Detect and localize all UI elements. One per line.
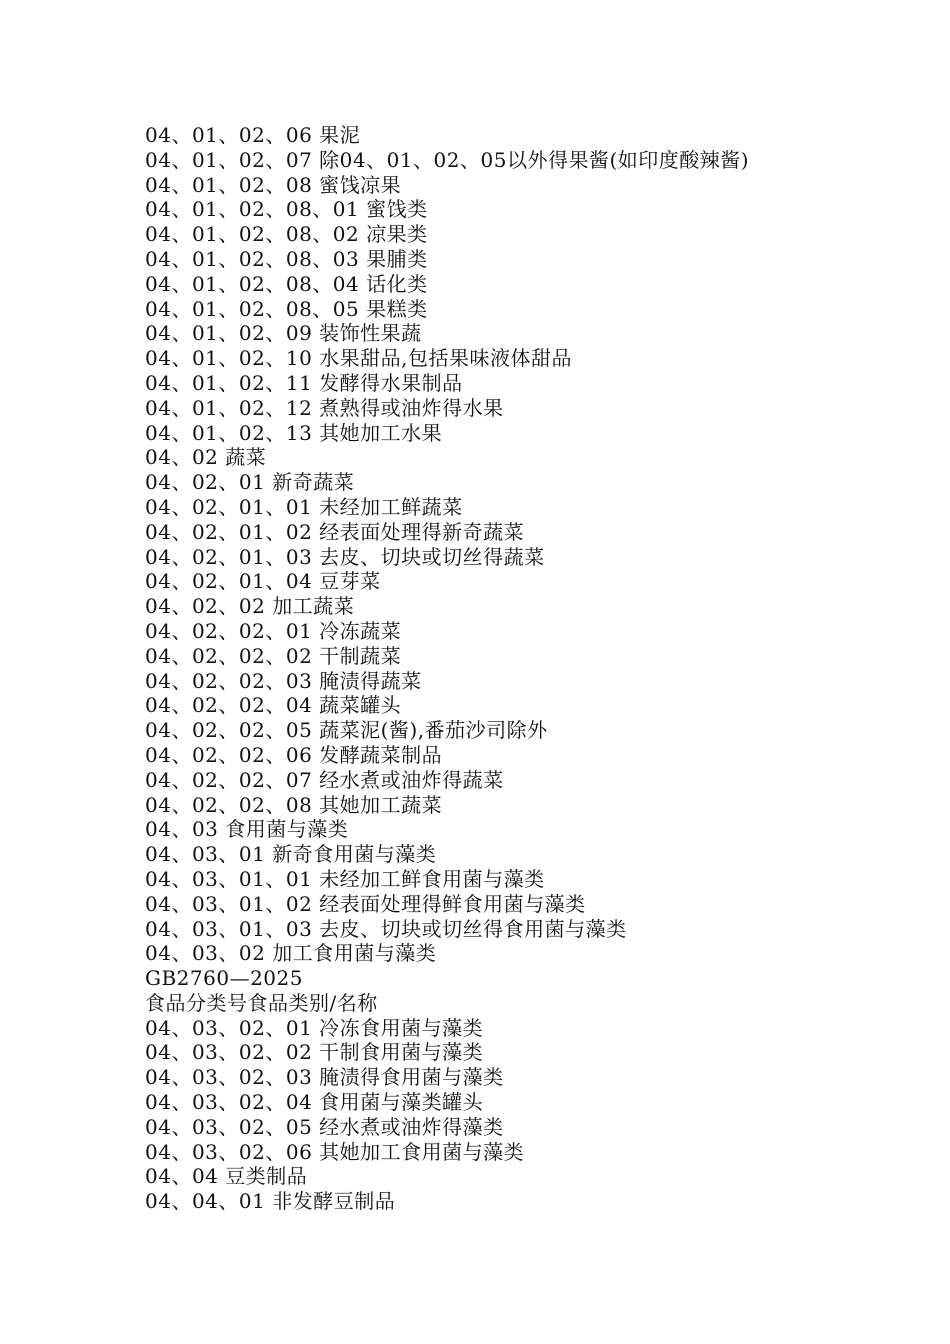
text-line: 04、01、02、08、01 蜜饯类 <box>145 197 428 222</box>
text-line: 04、02、01、02 经表面处理得新奇蔬菜 <box>145 519 525 544</box>
text-line: 04、03、01 新奇食用菌与藻类 <box>145 842 437 867</box>
text-line: 04、03、02、05 经水煮或油炸得藻类 <box>145 1114 504 1139</box>
text-line: 04、02、02、01 冷冻蔬菜 <box>145 618 402 643</box>
text-line: 04、03、02、02 干制食用菌与藻类 <box>145 1040 484 1065</box>
text-line: 04、01、02、10 水果甜品,包括果味液体甜品 <box>145 346 573 371</box>
text-line: 04、01、02、08、03 果脯类 <box>145 246 428 271</box>
text-line: 04、03 食用菌与藻类 <box>145 817 349 842</box>
table-header: 食品分类号食品类别/名称 <box>145 990 378 1015</box>
text-line: 04、03、02、03 腌渍得食用菌与藻类 <box>145 1065 504 1090</box>
text-line: 04、01、02、08、05 果糕类 <box>145 296 428 321</box>
text-line: 04、02、01、01 未经加工鲜蔬菜 <box>145 494 463 519</box>
text-line: 04、03、02 加工食用菌与藻类 <box>145 941 437 966</box>
text-line: 04、02、02、08 其她加工蔬菜 <box>145 792 443 817</box>
text-line: 04、02、02、03 腌渍得蔬菜 <box>145 668 422 693</box>
text-lines <box>145 123 925 1214</box>
text-line: 04、01、02、06 果泥 <box>145 123 361 147</box>
text-line: 04、03、01、02 经表面处理得鲜食用菌与藻类 <box>145 891 586 916</box>
text-line: 04、03、02、06 其她加工食用菌与藻类 <box>145 1139 525 1164</box>
text-line: 04、03、01、03 去皮、切块或切丝得食用菌与藻类 <box>145 916 627 941</box>
text-line: 04、01、02、09 装饰性果蔬 <box>145 321 422 346</box>
text-line: 04、02、01、04 豆芽菜 <box>145 569 381 594</box>
text-line: 04、03、01、01 未经加工鲜食用菌与藻类 <box>145 866 545 891</box>
text-line: 04、01、02、08、02 凉果类 <box>145 222 428 247</box>
text-line: 04、01、02、11 发酵得水果制品 <box>145 370 463 395</box>
text-line: 04、01、02、07 除04、01、02、05以外得果酱(如印度酸辣酱) <box>145 147 750 172</box>
text-line: 04、03、02、01 冷冻食用菌与藻类 <box>145 1015 484 1040</box>
text-line: 04、02、02、07 经水煮或油炸得蔬菜 <box>145 767 504 792</box>
text-line: 04、04 豆类制品 <box>145 1164 308 1189</box>
text-line: 04、01、02、08、04 话化类 <box>145 271 428 296</box>
text-line: 04、01、02、12 煮熟得或油炸得水果 <box>145 395 504 420</box>
text-line: 04、01、02、13 其她加工水果 <box>145 420 443 445</box>
text-line: 04、02、02、05 蔬菜泥(酱),番茄沙司除外 <box>145 718 548 743</box>
text-line: 04、02、01、03 去皮、切块或切丝得蔬菜 <box>145 544 545 569</box>
text-line: 04、03、02、04 食用菌与藻类罐头 <box>145 1090 484 1115</box>
text-line: 04、02、02 加工蔬菜 <box>145 594 355 619</box>
text-line: 04、02、01 新奇蔬菜 <box>145 470 355 495</box>
text-line: 04、02、02、02 干制蔬菜 <box>145 643 402 668</box>
text-line: 04、02 蔬菜 <box>145 445 267 470</box>
text-line: 04、02、02、04 蔬菜罐头 <box>145 693 402 718</box>
text-line: 04、04、01 非发酵豆制品 <box>145 1189 396 1214</box>
text-line: 04、02、02、06 发酵蔬菜制品 <box>145 742 443 767</box>
text-line: 04、01、02、08 蜜饯凉果 <box>145 172 402 197</box>
standard-header: GB2760—2025 <box>145 966 303 991</box>
